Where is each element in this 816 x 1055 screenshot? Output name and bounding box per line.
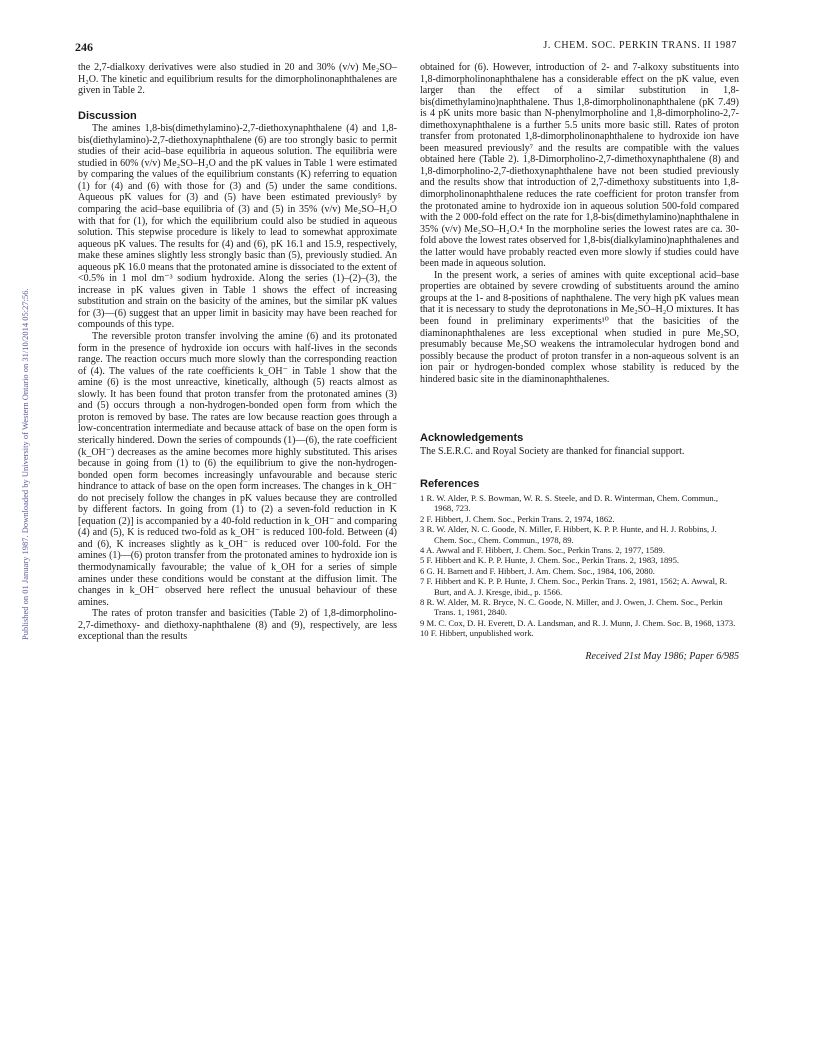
reference-item: 8 R. W. Alder, M. R. Bryce, N. C. Goode, N. Miller, and J. Owen, J. Chem. Soc., Perkin Trans. 1, 1981, 2840. (420, 597, 723, 618)
references-heading: References (420, 478, 480, 491)
reference-item: 2 F. Hibbert, J. Chem. Soc., Perkin Trans. 2, 1974, 1862. (420, 513, 615, 524)
right-column (420, 62, 739, 662)
reference-item: 7 F. Hibbert and K. P. P. Hunte, J. Chem. Soc., Perkin Trans. 2, 1981, 1562; A. Awwal, R. Burt, and A. J. Kresge, ibid., p. 1566. (420, 576, 728, 597)
intro-paragraph: the 2,7-dialkoxy derivatives were also studied in 20 and 30% (v/v) Me₂SO–H₂O. The kinetic and equilibrium results for the dimorpholinonaphthalenes are given in Table 2. (78, 62, 397, 97)
reference-item: 9 M. C. Cox, D. H. Everett, D. A. Landsman, and R. J. Munn, J. Chem. Soc. B, 1968, 1373. (420, 617, 736, 628)
reference-item: 6 G. H. Barnett and F. Hibbert, J. Am. Chem. Soc., 1984, 106, 2080. (420, 565, 655, 576)
reference-item: 1 R. W. Alder, P. S. Bowman, W. R. S. Steele, and D. R. Winterman, Chem. Commun., 1968, 723. (420, 492, 719, 514)
reference-item: 4 A. Awwal and F. Hibbert, J. Chem. Soc., Perkin Trans. 2, 1977, 1589. (420, 544, 665, 555)
acknowledgements-text: The S.E.R.C. and Royal Society are thanked for financial support. (420, 445, 685, 457)
right-paragraph-2: In the present work, a series of amines with quite exceptional acid–base properties are obtained by severe crowding of substituents around the amino groups at the 1- and 8-positions of naphthalene. The very high pK values mean that it is necessary to study the deprotonations in Me₂SO–H₂O mixtures. It has been found in preliminary experiments¹⁰ that the basicities of the diaminonaphthalenes are less exceptional when studied in pure Me₂SO, presumably because Me₂SO weakens the intramolecular hydrogen bond and possibly because the product of proton transfer in a non-aqueous solvent is an ion pair or hydrogen-bonded complex whose stability is reduced by the hindered basic site in the diaminonaphthalenes. (420, 269, 739, 385)
discussion-heading: Discussion (78, 109, 137, 122)
right-paragraph-1: obtained for (6). However, introduction of 2- and 7-alkoxy substituents into 1,8-dimorpholinonaphthalene has a considerable effect on the pK value, even larger than the effect of a similar substitution in 1,8-bis(dimethylamino)naphthalene. Thus 1,8-dimorpholinonaphthalene (pK 7.49) is 4 pK units more basic than N-phenylmorpholine and 1,8-dimorpholino-2,7-dimethoxynaphthalene is a further 5.5 units more basic still. Rates of proton transfer from protonated 1,8-dimorpholinonaphthalene to hydroxide ion have been measured previously⁷ and the results are compatible with the values obtained here (Table 2). 1,8-Dimorpholino-2,7-dimethoxynaphthalene (8) and 1,8-dimorpholino-2,7-diethoxynaphthalene have not been studied previously and the results show that introduction of 2,7-dimethoxy substituents into 1,8-dimorpholinonaphthalene reduces the rate coefficient for proton transfer from the protonated amine to hydroxide ion in aqueous solution 500-fold compared with the 2 000-fold effect on the rate for 1,8-bis(dimethylamino)naphthalene in 35% (v/v) Me₂SO–H₂O.⁴ In the morpholine series the lowest rates are ca. 30-fold above the lowest rates observed for 1,8-bis(dialkylamino)naphthalenes and the latter would have probably reacted even more slowly if studies could have been made in aqueous solution. (420, 62, 739, 270)
reference-list (420, 493, 739, 639)
download-stamp: Published on 01 January 1987. Downloaded by University of Western Ontario on 31/10/2014 05:27:56. (20, 288, 30, 640)
left-column (78, 62, 397, 643)
discussion-paragraph-3: The rates of proton transfer and basicities (Table 2) of 1,8-dimorpholino-2,7-dimethoxy- and diethoxy-naphthalene (8) and (9), respectively, are less exceptional than the results (78, 608, 397, 643)
reference-item: 10 F. Hibbert, unpublished work. (420, 628, 534, 639)
reference-item: 3 R. W. Alder, N. C. Goode, N. Miller, F. Hibbert, K. P. P. Hunte, and H. J. Robbins, J. Chem. Soc., Chem. Commun., 1978, 89. (420, 524, 717, 545)
acknowledgements-heading: Acknowledgements (420, 432, 524, 445)
reference-item: 5 F. Hibbert and K. P. P. Hunte, J. Chem. Soc., Perkin Trans. 2, 1983, 1895. (420, 555, 680, 566)
received-date: Received 21st May 1986; Paper 6/985 (585, 650, 739, 662)
running-head: J. CHEM. SOC. PERKIN TRANS. II 1987 (543, 40, 737, 51)
page-number: 246 (75, 40, 93, 54)
discussion-paragraph-2: The reversible proton transfer involving the amine (6) and its protonated form in the presence of hydroxide ion occurs with half-lives in the seconds range. The reaction occurs much more slowly than the corresponding reaction of (4). The values of the rate coefficients k_OH⁻ in Table 1 show that the amine (6) is the most unreactive, kinetically, although (5) reacts almost as slowly. It has been found that proton transfer from the protonated amines (3) and (5) occurs through a non-hydrogen-bonded open form from which the proton is removed by base. The rates are low because reaction goes through a low-concentration intermediate and because attack of base on the open form is sterically hindered. Down the series of compounds (1)—(6), the rate coefficient (k_OH⁻) decreases as the amine becomes more highly substituted. This arises because in going from (1) to (6) the equilibrium to give the non-hydrogen-bonded open form becomes increasingly unfavourable and because steric hindrance to attack of base on the open form increases. The changes in k_OH⁻ do not precisely follow the changes in pK values because they are controlled by different factors. In going from (1) to (2) a seven-fold reduction in K [equation (2)] is accompanied by a 40-fold reduction in k_OH⁻ and comparing (4) and (5), K is reduced two-fold as k_OH⁻ is reduced 100-fold. Between (4) and (6), K increases slightly as k_OH⁻ is reduced over 100-fold. For the amines (1)—(6) proton transfer from the protonated amines to hydroxide ion is thermodynamically favourable; the value of k_OH for a series of simple amines under these conditions would be constant at the diffusion limit. The changes in k_OH⁻ observed here reflect the unusual behaviour of these amines. (78, 331, 397, 608)
discussion-paragraph-1: The amines 1,8-bis(dimethylamino)-2,7-diethoxynaphthalene (4) and 1,8-bis(diethylamino)-2,7-diethoxynaphthalene (6) are too strongly basic to permit studies of their acid–base equilibria in aqueous solution. The equilibria were studied in 60% (v/v) Me₂SO–H₂O and the pK values in Table 1 were estimated by comparing the values of the equilibrium constants (K) referring to equation (1) for (4) and (6) with those for (3) and (5) under the same conditions. Aqueous pK values for (3) and (5) have been estimated previously⁵ by comparing the acid–base equilibria of (3) and (5) in 35% (v/v) Me₂SO–H₂O with that for (1), for which the equilibrium could also be studied in aqueous solution. This stepwise procedure is likely to lead to somewhat approximate aqueous pK values. The results for (4) and (6), pK 16.1 and 15.9, respectively, make these amines slightly less strongly basic than (5), previously studied. An aqueous pK 16.0 means that the protonated amine is dissociated to the extent of <0.5% in 1 mol dm⁻³ sodium hydroxide. Along the series (1)–(2)–(3), the increase in pK values given in Table 1 shows the effect of increasing substitution and strain on the basicity of the amines, but the similar pK values for (3)—(6) suggest that an upper limit in basicity may have been reached for compounds of this type. (78, 123, 397, 331)
